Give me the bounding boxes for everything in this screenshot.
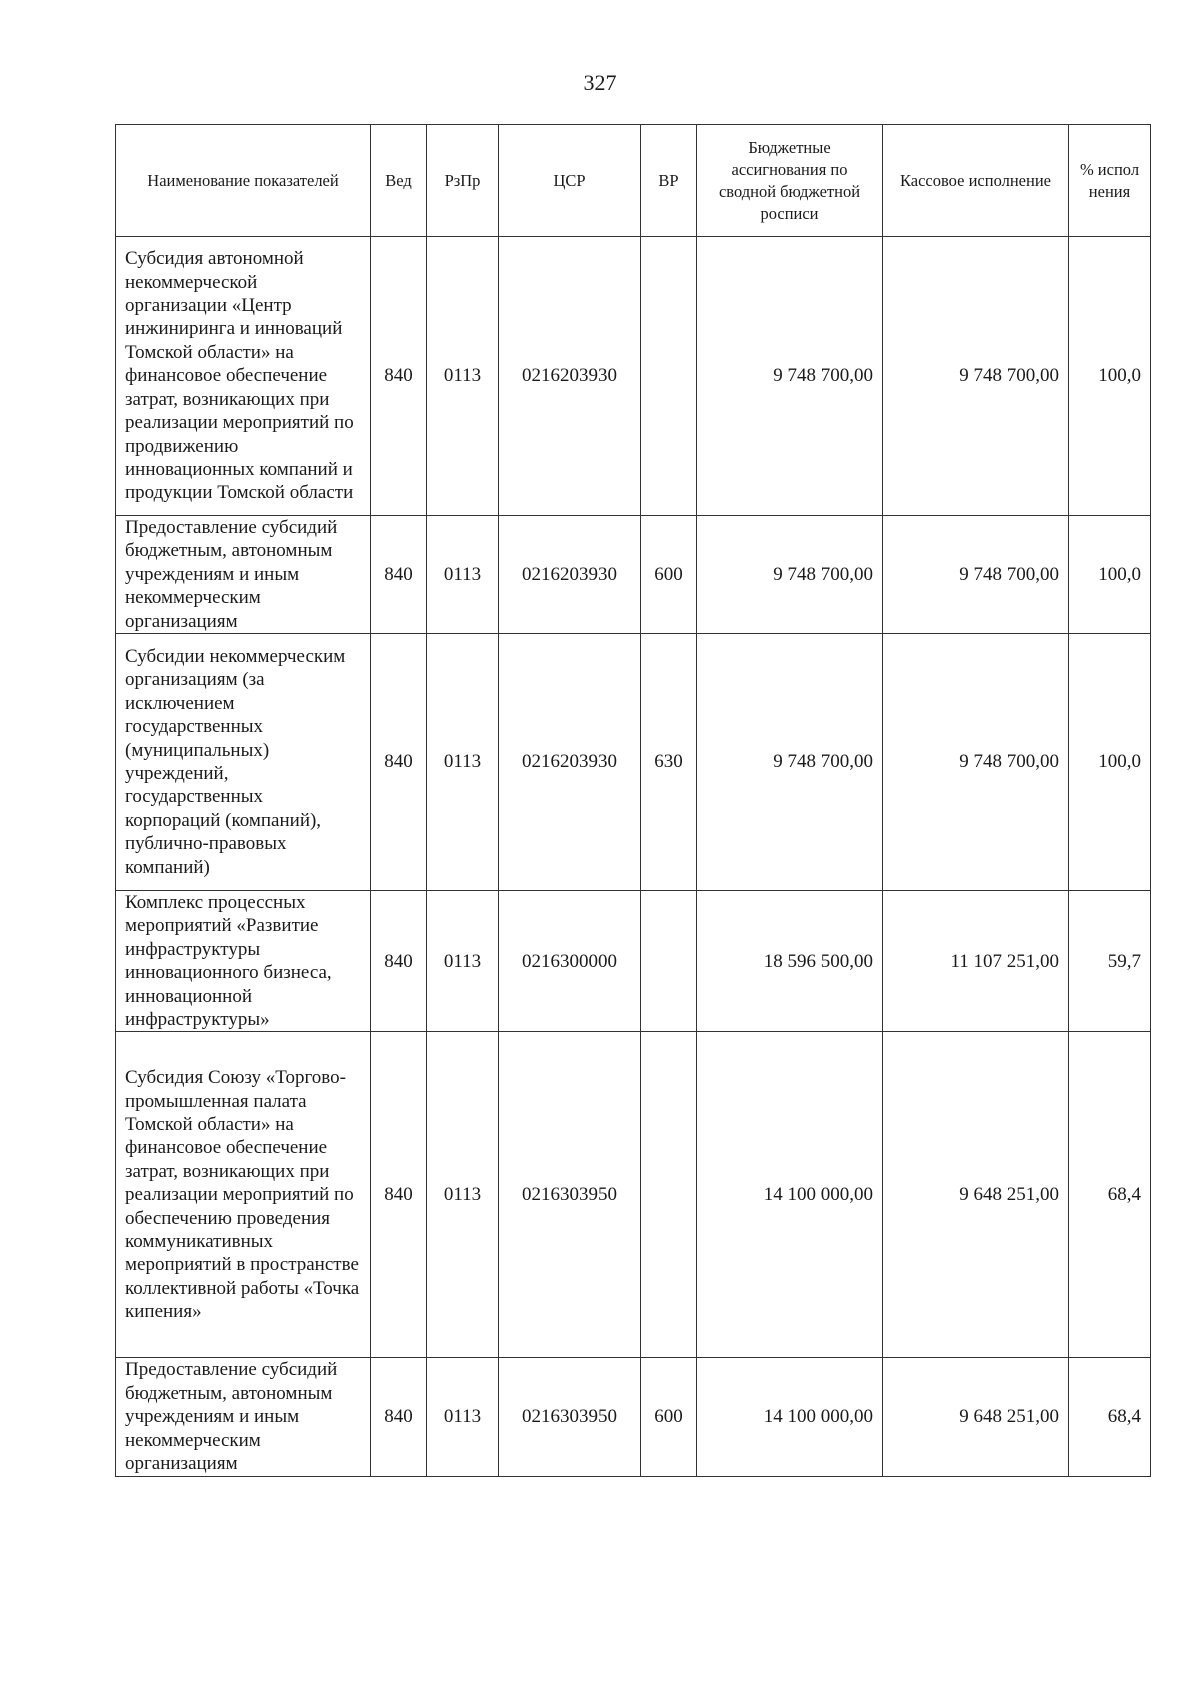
cell-cash: 9 748 700,00 bbox=[883, 237, 1069, 516]
cell-budget: 9 748 700,00 bbox=[697, 516, 883, 634]
budget-execution-table bbox=[115, 124, 1151, 1477]
cell-name: Субсидия Союзу «Торгово-промышленная палата Томской области» на финансовое обеспечение затрат, возникающих при реализации мероприятий по обеспечению проведения коммуникативных мероприятий в пространстве коллективной работы «Точка кипения» bbox=[116, 1032, 371, 1358]
header-ved: Вед bbox=[371, 125, 427, 237]
cell-ved: 840 bbox=[371, 891, 427, 1032]
cell-name: Субсидия автономной некоммерческой организации «Центр инжиниринга и инноваций Томской области» на финансовое обеспечение затрат, возникающих при реализации мероприятий по продвижению инновационных компаний и продукции Томской области bbox=[116, 237, 371, 516]
cell-csr: 0216303950 bbox=[499, 1358, 641, 1476]
header-cash: Кассовое исполнение bbox=[883, 125, 1069, 237]
cell-percent: 100,0 bbox=[1069, 634, 1151, 891]
cell-cash: 9 748 700,00 bbox=[883, 634, 1069, 891]
header-percent: % испол нения bbox=[1069, 125, 1151, 237]
cell-percent: 100,0 bbox=[1069, 516, 1151, 634]
cell-name: Предоставление субсидий бюджетным, автономным учреждениям и иным некоммерческим организациям bbox=[116, 1358, 371, 1476]
cell-budget: 9 748 700,00 bbox=[697, 634, 883, 891]
header-row bbox=[116, 125, 1151, 237]
header-csr: ЦСР bbox=[499, 125, 641, 237]
cell-budget: 18 596 500,00 bbox=[697, 891, 883, 1032]
cell-csr: 0216300000 bbox=[499, 891, 641, 1032]
cell-percent: 100,0 bbox=[1069, 237, 1151, 516]
cell-vr bbox=[641, 1032, 697, 1358]
table-row bbox=[116, 891, 1151, 1032]
cell-percent: 59,7 bbox=[1069, 891, 1151, 1032]
cell-cash: 9 648 251,00 bbox=[883, 1358, 1069, 1476]
cell-vr: 600 bbox=[641, 1358, 697, 1476]
cell-cash: 9 748 700,00 bbox=[883, 516, 1069, 634]
cell-ved: 840 bbox=[371, 237, 427, 516]
cell-cash: 11 107 251,00 bbox=[883, 891, 1069, 1032]
table-row bbox=[116, 516, 1151, 634]
table-row bbox=[116, 237, 1151, 516]
cell-csr: 0216303950 bbox=[499, 1032, 641, 1358]
cell-ved: 840 bbox=[371, 1032, 427, 1358]
cell-name: Предоставление субсидий бюджетным, автономным учреждениям и иным некоммерческим организациям bbox=[116, 516, 371, 634]
cell-ved: 840 bbox=[371, 516, 427, 634]
cell-csr: 0216203930 bbox=[499, 634, 641, 891]
cell-budget: 14 100 000,00 bbox=[697, 1032, 883, 1358]
table-row bbox=[116, 634, 1151, 891]
cell-vr: 600 bbox=[641, 516, 697, 634]
cell-rzpr: 0113 bbox=[427, 634, 499, 891]
cell-name: Комплекс процессных мероприятий «Развитие инфраструктуры инновационного бизнеса, инновационной инфраструктуры» bbox=[116, 891, 371, 1032]
cell-percent: 68,4 bbox=[1069, 1032, 1151, 1358]
cell-budget: 9 748 700,00 bbox=[697, 237, 883, 516]
cell-vr bbox=[641, 237, 697, 516]
cell-rzpr: 0113 bbox=[427, 891, 499, 1032]
cell-percent: 68,4 bbox=[1069, 1358, 1151, 1476]
cell-rzpr: 0113 bbox=[427, 1358, 499, 1476]
cell-budget: 14 100 000,00 bbox=[697, 1358, 883, 1476]
header-name: Наименование показателей bbox=[116, 125, 371, 237]
header-budget: Бюджетные ассигнования по сводной бюджетной росписи bbox=[697, 125, 883, 237]
cell-rzpr: 0113 bbox=[427, 1032, 499, 1358]
header-vr: ВР bbox=[641, 125, 697, 237]
cell-ved: 840 bbox=[371, 634, 427, 891]
cell-rzpr: 0113 bbox=[427, 237, 499, 516]
cell-csr: 0216203930 bbox=[499, 237, 641, 516]
table-row bbox=[116, 1032, 1151, 1358]
page-number: 327 bbox=[583, 70, 617, 95]
cell-name: Субсидии некоммерческим организациям (за исключением государственных (муниципальных) учреждений, государственных корпораций (компаний), публично-правовых компаний) bbox=[116, 634, 371, 891]
cell-rzpr: 0113 bbox=[427, 516, 499, 634]
header-rzpr: РзПр bbox=[427, 125, 499, 237]
cell-ved: 840 bbox=[371, 1358, 427, 1476]
cell-vr bbox=[641, 891, 697, 1032]
cell-cash: 9 648 251,00 bbox=[883, 1032, 1069, 1358]
cell-vr: 630 bbox=[641, 634, 697, 891]
table-row bbox=[116, 1358, 1151, 1476]
cell-csr: 0216203930 bbox=[499, 516, 641, 634]
